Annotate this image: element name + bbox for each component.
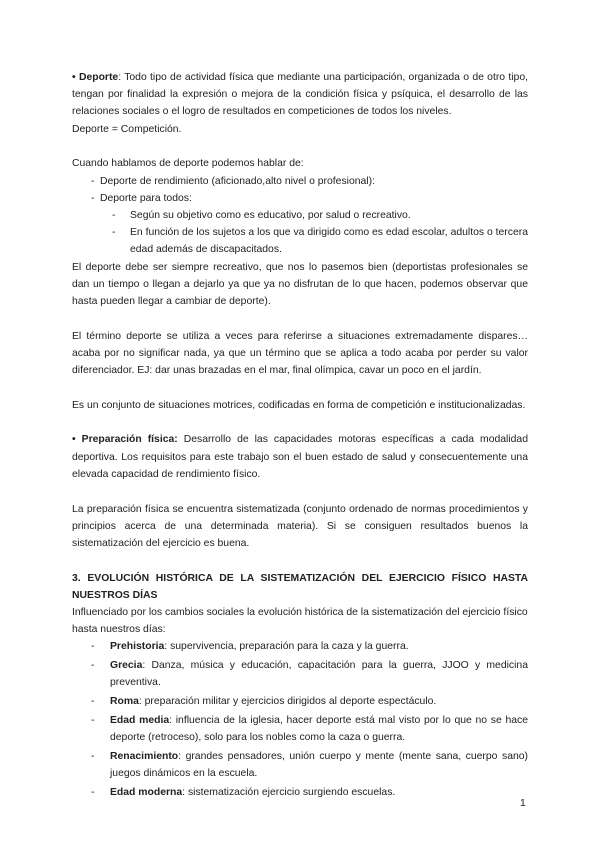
sistematizada-paragraph: La preparación física se encuentra sistematizada (conjunto ordenado de normas procedimientos y principios acerca de una determinada materia). Si se consiguen resultados buenos la sistematización del ejercicio es buena. — [72, 503, 528, 549]
deporte-definition — [72, 69, 528, 121]
history-item-edad-media — [72, 712, 528, 746]
document-page — [72, 69, 528, 802]
history-item-edad-moderna — [72, 784, 528, 801]
history-item-roma — [72, 693, 528, 710]
history-item-renacimiento — [72, 748, 528, 782]
tipos-closing: El deporte debe ser siempre recreativo, que nos lo pasemos bien (deportistas profesionales se dan un tiempo o llegan a dejarlo ya que ya no disfrutan de lo que hacen, podemos observar que hasta pueden llegar a cambiar de deporte). — [72, 261, 528, 307]
history-text: : influencia de la iglesia, hacer deporte está mal visto por lo que no se hace deporte (retroceso), solo para los nobles como la caza o guerra. — [110, 714, 528, 743]
bullet-icon: • — [72, 434, 76, 446]
history-term: Grecia — [110, 660, 143, 672]
preparacion-text: Desarrollo de las capacidades motoras específicas a cada modalidad deportiva. Los requisitos para este trabajo son el buen estado de salud y consecuentemente una elevada capacidad de rendimiento físico. — [72, 434, 528, 480]
deporte-term: Deporte — [78, 72, 119, 83]
sublist-item: - Según su objetivo como es educativo, por salud o recreativo. — [110, 207, 528, 224]
history-text: : supervivencia, preparación para la caza y la guerra. — [164, 641, 409, 653]
history-item-prehistoria — [72, 638, 528, 655]
page-number: 1 — [520, 798, 526, 809]
list-item-label: Deporte para todos: — [100, 192, 192, 204]
sublist-item: - En función de los sujetos a los que va dirigido como es edad escolar, adultos o tercera edad además de discapacitados. — [110, 224, 528, 258]
tipos-intro: Cuando hablamos de deporte podemos hablar de: — [72, 158, 304, 170]
history-text: : grandes pensadores, unión cuerpo y mente (mente sana, cuerpo sano) juegos dinámicos en la escuela. — [110, 750, 528, 779]
bullet-icon: • — [72, 72, 76, 83]
section-heading: 3. EVOLUCIÓN HISTÓRICA DE LA SISTEMATIZACIÓN DEL EJERCICIO FÍSICO HASTA NUESTROS DÍAS — [72, 572, 528, 601]
deporte-text: : Todo tipo de actividad física que mediante una participación, organizada o de otro tipo, tengan por finalidad la expresión o mejora de la condición física y psíquica, el desarrollo de las relaciones sociales o el logro de resultados en competiciones de todos los niveles. — [72, 72, 528, 118]
history-term: Edad moderna — [110, 786, 183, 798]
list-item: - Deporte de rendimiento (aficionado,alto nivel o profesional): — [72, 173, 528, 190]
preparacion-term: Preparación física: — [81, 434, 178, 446]
history-list — [72, 638, 528, 800]
history-term: Prehistoria — [110, 641, 165, 653]
history-item-grecia — [72, 657, 528, 691]
termino-paragraph: El término deporte se utiliza a veces para referirse a situaciones extremadamente dispares…acaba por no significar nada, ya que un término que se aplica a todo acaba por perder su valor diferenciador. EJ: dar unas brazadas en el mar, final olímpica, cavar un poco en el jardín. — [72, 330, 528, 377]
tipos-list — [72, 173, 528, 259]
history-text: : Danza, música y educación, capacitación para la guerra, JJOO y medicina preventiva. — [110, 660, 528, 689]
tipos-sublist — [110, 207, 528, 259]
conjunto-paragraph: Es un conjunto de situaciones motrices, codificadas en forma de competición e institucionalizadas. — [72, 399, 526, 411]
history-text: : preparación militar y ejercicios dirigidos al deporte espectáculo. — [138, 696, 437, 708]
history-term: Roma — [110, 696, 139, 708]
preparacion-definition — [72, 431, 528, 483]
history-term: Edad media — [110, 714, 170, 726]
history-text: : sistematización ejercicio surgiendo escuelas. — [182, 786, 396, 798]
deporte-equation: Deporte = Competición. — [72, 123, 182, 135]
history-term: Renacimiento — [110, 750, 179, 762]
list-item — [72, 190, 528, 259]
section-intro: Influenciado por los cambios sociales la evolución histórica de la sistematización del ejercicio físico hasta nuestros días: — [72, 607, 528, 636]
